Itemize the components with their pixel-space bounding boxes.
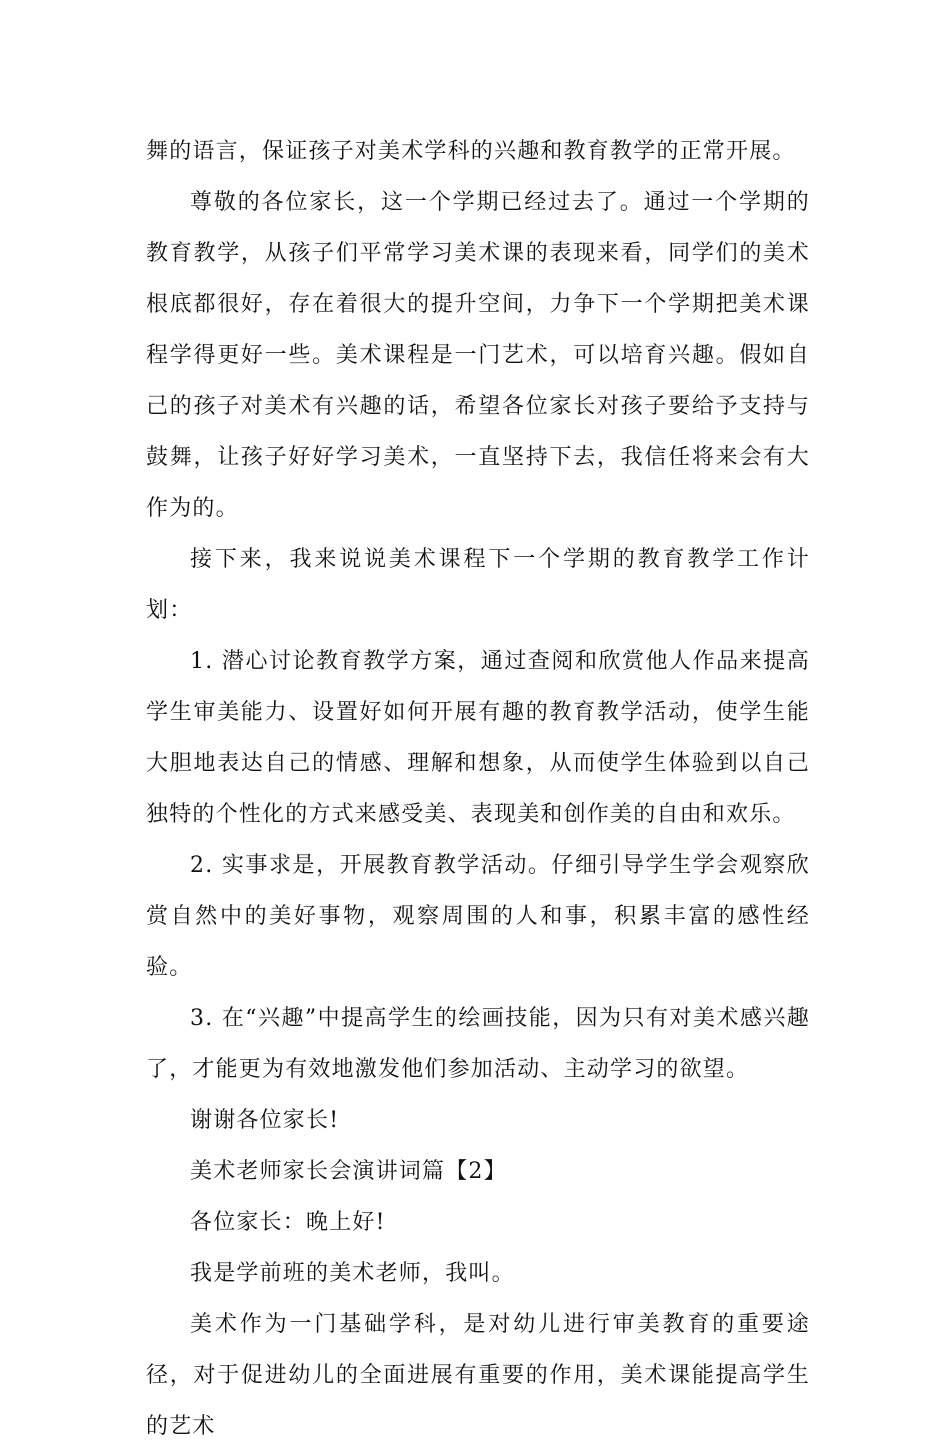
paragraph-2: 尊敬的各位家长，这一个学期已经过去了。通过一个学期的教育教学，从孩子们平常学习美术课的表现来看，同学们的美术根底都很好，存在着很大的提升空间，力争下一个学期把美术课程学得更好一些。美术课程是一门艺术，可以培育兴趣。假如自己的孩子对美术有兴趣的话，希望各位家长对孩子要给予支持与鼓舞，让孩子好好学习美术，一直坚持下去，我信任将来会有大作为的。 <box>146 190 810 521</box>
paragraph-7: 谢谢各位家长! <box>190 1108 340 1133</box>
paragraph-10: 我是学前班的美术老师，我叫。 <box>190 1261 515 1286</box>
paragraph-4: 1. 潜心讨论教育教学方案，通过查阅和欣赏他人作品来提高学生审美能力、设置好如何开展有趣的教育教学活动，使学生能大胆地表达自己的情感、理解和想象，从而使学生体验到以自己独特的个性化的方式来感受美、表现美和创作美的自由和欢乐。 <box>146 649 810 827</box>
paragraph-9: 各位家长：晚上好! <box>190 1210 386 1235</box>
paragraph-6: 3. 在“兴趣”中提高学生的绘画技能，因为只有对美术感兴趣了，才能更为有效地激发他们参加活动、主动学习的欲望。 <box>146 1006 810 1082</box>
paragraph-1: 舞的语言，保证孩子对美术学科的兴趣和教育教学的正常开展。 <box>146 139 796 164</box>
paragraph-5: 2. 实事求是，开展教育教学活动。仔细引导学生学会观察欣赏自然中的美好事物，观察周围的人和事，积累丰富的感性经验。 <box>146 853 810 980</box>
document-body <box>146 126 810 1452</box>
paragraph-11: 美术作为一门基础学科，是对幼儿进行审美教育的重要途径，对于促进幼儿的全面进展有重要的作用，美术课能提高学生的艺术 <box>146 1312 810 1439</box>
section-heading: 美术老师家长会演讲词篇【2】 <box>190 1159 507 1184</box>
paragraph-3: 接下来，我来说说美术课程下一个学期的教育教学工作计划： <box>146 547 810 623</box>
